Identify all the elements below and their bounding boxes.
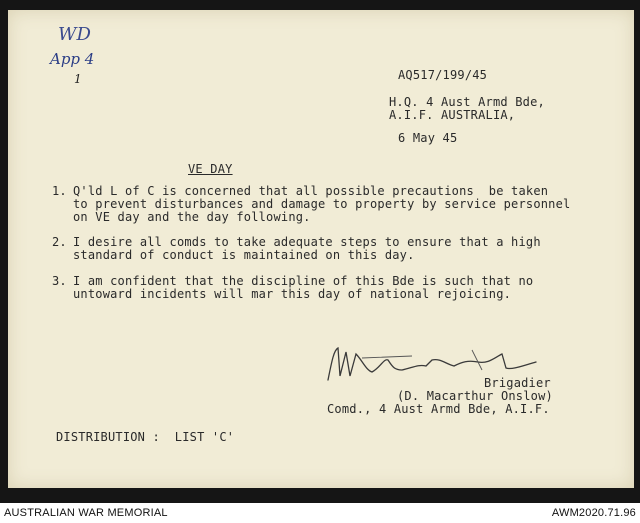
- paragraph-line: to prevent disturbances and damage to property by service personnel: [73, 197, 571, 211]
- signatory-rank: Brigadier: [484, 376, 551, 390]
- address-line-2: A.I.F. AUSTRALIA,: [389, 108, 516, 122]
- distribution-line: DISTRIBUTION : LIST 'C': [56, 430, 235, 444]
- footer-institution: AUSTRALIAN WAR MEMORIAL: [4, 507, 168, 519]
- paragraph-line: on VE day and the day following.: [73, 210, 311, 224]
- document-date: 6 May 45: [398, 131, 458, 145]
- paragraph-line: I am confident that the discipline of this Bde is such that no: [73, 274, 534, 288]
- signatory-name: (D. Macarthur Onslow): [397, 389, 553, 403]
- address-line-1: H.Q. 4 Aust Armd Bde,: [389, 95, 545, 109]
- paragraph-line: I desire all comds to take adequate steps to ensure that a high: [73, 235, 541, 249]
- paragraph-number: 1.: [52, 184, 67, 198]
- footer-accession-number: AWM2020.71.96: [551, 507, 636, 519]
- document-title: VE DAY: [188, 162, 233, 176]
- paragraph-line: untoward incidents will mar this day of national rejoicing.: [73, 287, 512, 301]
- tick-mark: 1: [74, 72, 82, 86]
- signatory-position: Comd., 4 Aust Armd Bde, A.I.F.: [327, 402, 550, 416]
- paragraph-number: 2.: [52, 235, 67, 249]
- file-mark: WD: [58, 24, 91, 45]
- reference-number: AQ517/199/45: [398, 68, 488, 82]
- appendix-mark: App 4: [50, 50, 95, 68]
- paragraph-line: standard of conduct is maintained on this day.: [73, 248, 415, 262]
- paragraph-line: Q'ld L of C is concerned that all possible precautions be taken: [73, 184, 549, 198]
- paragraph-number: 3.: [52, 274, 67, 288]
